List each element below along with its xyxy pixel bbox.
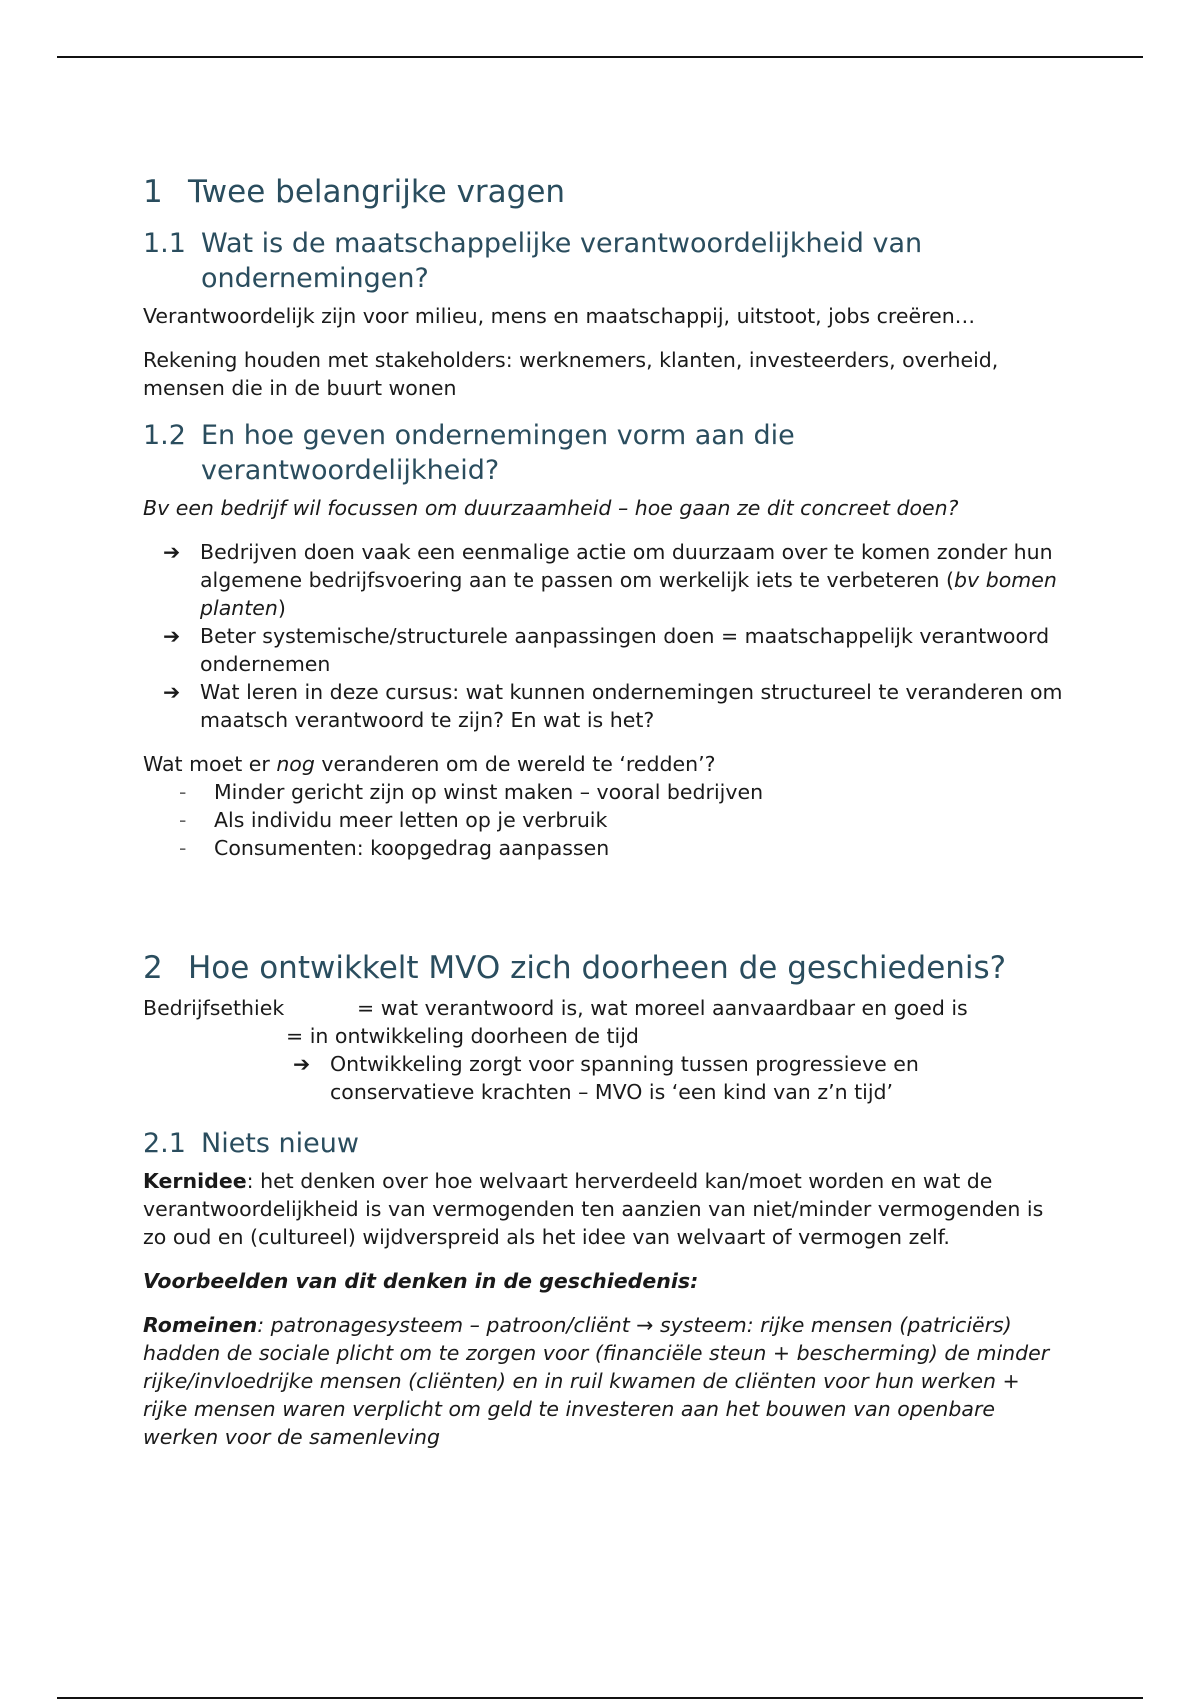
heading-section-1-2: 1.2 En hoe geven ondernemingen vorm aan die verantwoordelijkheid?	[143, 420, 795, 486]
arrow-bullet-icon: ➔	[293, 1052, 311, 1076]
list-item: ➔ Bedrijven doen vaak een eenmalige actie om duurzaam over te komen zonder hun algemene bedrijfsvoering aan te passen om werkelijk iets te verbeteren (bv bomen planten)	[163, 540, 1057, 620]
definition-block: Bedrijfsethiek = wat verantwoord is, wat moreel aanvaardbaar en goed is = in ontwikkeling doorheen de tijd ➔ Ontwikkeling zorgt voor spanning tussen progressieve en conservatieve krachten – MVO is ‘een kind van z’n tijd’	[143, 996, 968, 1104]
dash-bullet-icon: -	[179, 780, 187, 804]
header-rule	[57, 56, 1143, 58]
heading-section-2: 2 Hoe ontwikkelt MVO zich doorheen de geschiedenis?	[143, 950, 1007, 986]
arrow-bullet-icon: ➔	[163, 680, 181, 704]
dash-bullet-icon: -	[179, 808, 187, 832]
examples-heading: Voorbeelden van dit denken in de geschiedenis:	[143, 1269, 699, 1293]
list-item: ➔ Wat leren in deze cursus: wat kunnen ondernemingen structureel te veranderen om maatsch verantwoord te zijn? En wat is het?	[163, 680, 1063, 732]
list-item: - Minder gericht zijn op winst maken – vooral bedrijven	[179, 780, 764, 804]
definition-term: Bedrijfsethiek	[143, 996, 285, 1020]
paragraph-italic: Romeinen: patronagesysteem – patroon/cliënt → systeem: rijke mensen (patriciërs) hadden de sociale plicht om te zorgen voor (financiële steun + bescherming) de minder rijke/invloedrijke mensen (cliënten) en in ruil kwamen de cliënten voor hun werken + rijke mensen waren verplicht om geld te investeren aan het bouwen van openbare werken voor de samenleving	[143, 1313, 1050, 1449]
heading-section-1: 1 Twee belangrijke vragen	[143, 174, 566, 210]
paragraph: Rekening houden met stakeholders: werknemers, klanten, investeerders, overheid, mensen die in de buurt wonen	[143, 348, 999, 400]
dash-list	[179, 778, 1063, 862]
document-body	[143, 172, 1063, 1467]
footer-rule	[57, 1697, 1143, 1699]
arrow-bullet-icon: ➔	[163, 540, 181, 564]
list-item: - Consumenten: koopgedrag aanpassen	[179, 836, 610, 860]
paragraph: Kernidee: het denken over hoe welvaart herverdeeld kan/moet worden en wat de verantwoordelijkheid is van vermogenden ten aanzien van niet/minder vermogenden is zo oud en (cultureel) wijdverspreid als het idee van welvaart of vermogen zelf.	[143, 1169, 1044, 1249]
question-line: Wat moet er nog veranderen om de wereld te ‘redden’?	[143, 752, 716, 776]
paragraph-italic: Bv een bedrijf wil focussen om duurzaamheid – hoe gaan ze dit concreet doen?	[143, 496, 959, 520]
heading-section-2-1: 2.1 Niets nieuw	[143, 1128, 359, 1159]
heading-section-1-1: 1.1 Wat is de maatschappelijke verantwoordelijkheid van ondernemingen?	[143, 228, 923, 294]
paragraph: Verantwoordelijk zijn voor milieu, mens en maatschappij, uitstoot, jobs creëren…	[143, 304, 976, 328]
arrow-list	[163, 538, 1063, 734]
list-item: ➔ Beter systemische/structurele aanpassingen doen = maatschappelijk verantwoord ondernemen	[163, 624, 1050, 676]
dash-bullet-icon: -	[179, 836, 187, 860]
list-item: - Als individu meer letten op je verbruik	[179, 808, 608, 832]
arrow-bullet-icon: ➔	[163, 624, 181, 648]
